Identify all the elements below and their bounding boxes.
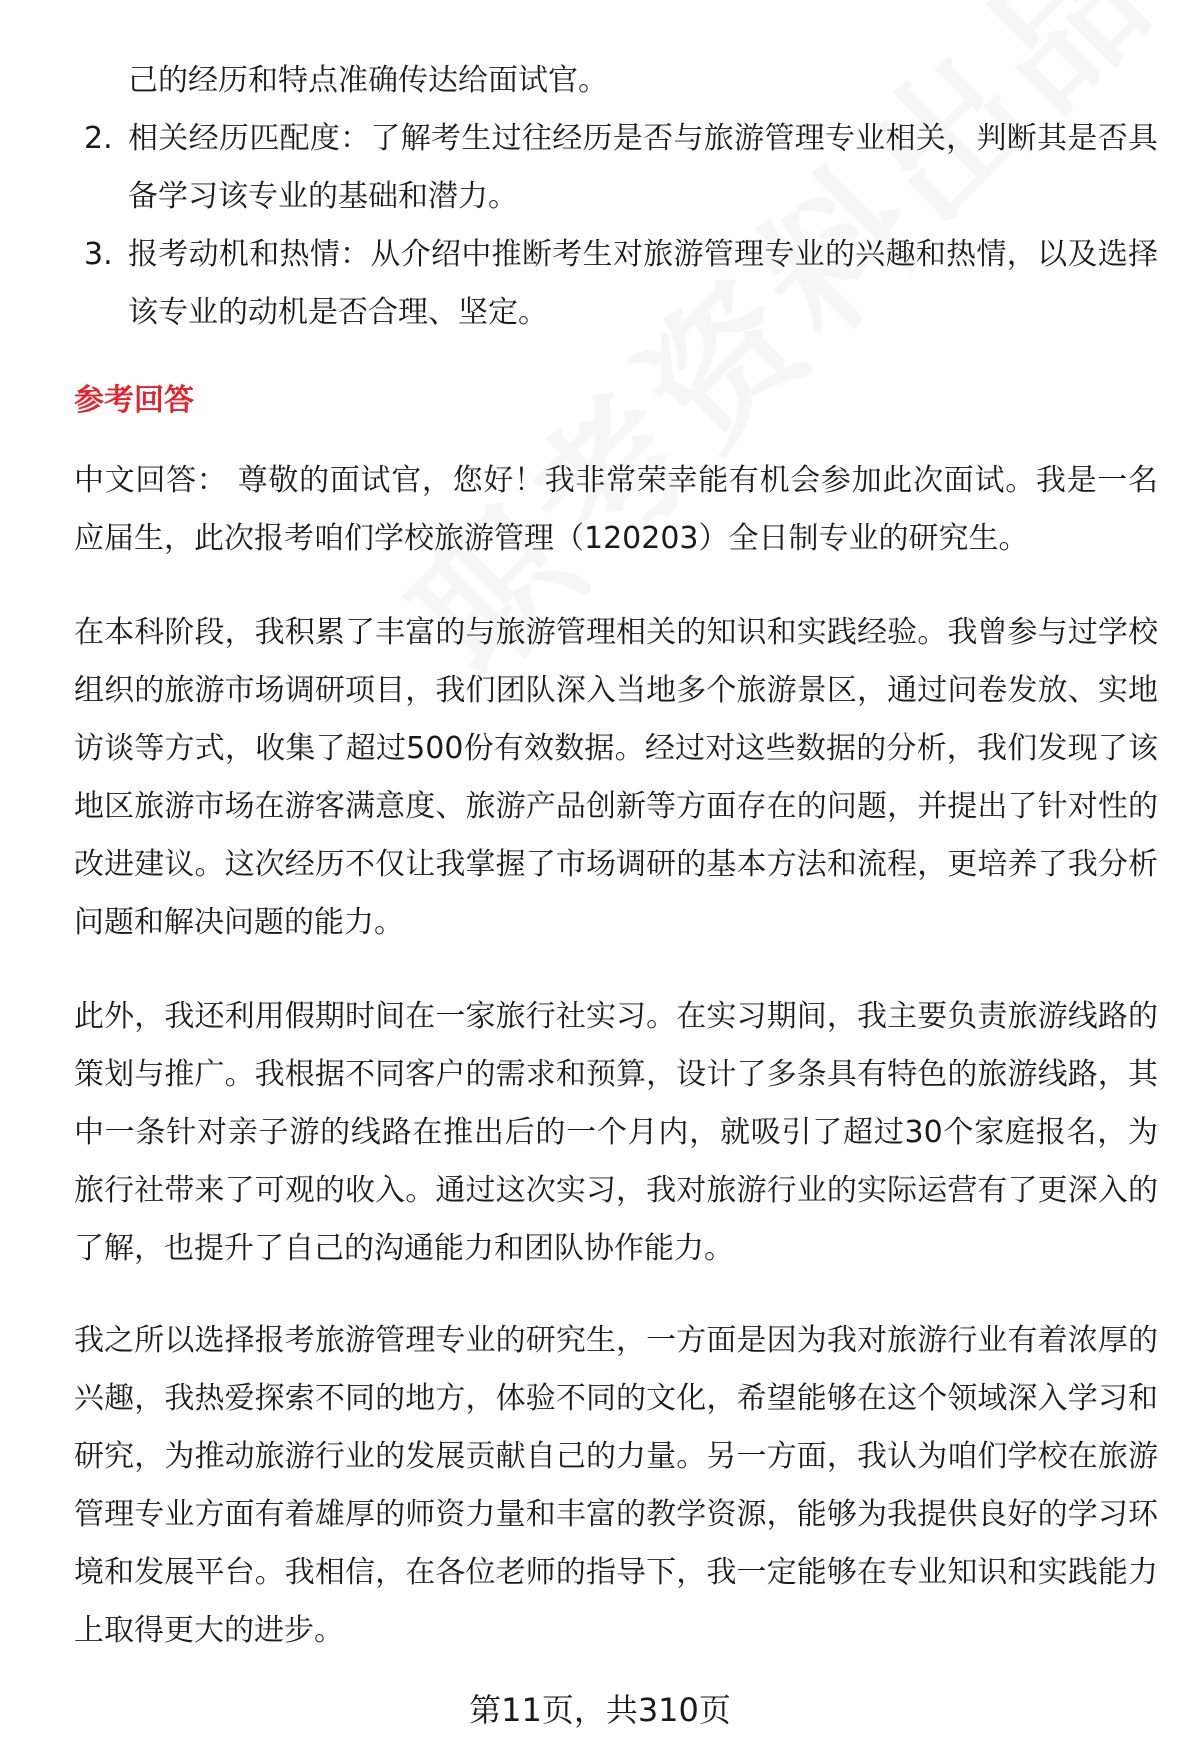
paragraph: 在本科阶段，我积累了丰富的与旅游管理相关的知识和实践经验。我曾参与过学校组织的旅游市场调研项目，我们团队深入当地多个旅游景区，通过问卷发放、实地访谈等方式，收集了超过500份有效数据。经过对这些数据的分析，我们发现了该地区旅游市场在游客满意度、旅游产品创新等方面存在的问题，并提出了针对性的改进建议。这次经历不仅让我掌握了市场调研的基本方法和流程，更培养了我分析问题和解决问题的能力。: [74, 615, 1158, 940]
paragraph: 此外，我还利用假期时间在一家旅行社实习。在实习期间，我主要负责旅游线路的策划与推广。我根据不同客户的需求和预算，设计了多条具有特色的旅游线路，其中一条针对亲子游的线路在推出后的一个月内，就吸引了超过30个家庭报名，为旅行社带来了可观的收入。通过这次实习，我对旅游行业的实际运营有了更深入的了解，也提升了自己的沟通能力和团队协作能力。: [74, 999, 1158, 1266]
list-item-number: 2.: [84, 121, 113, 156]
paragraph: 中文回答： 尊敬的面试官，您好！我非常荣幸能有机会参加此次面试。我是一名应届生，此次报考咱们学校旅游管理（120203）全日制专业的研究生。: [74, 463, 1158, 556]
criteria-list: [74, 110, 1158, 342]
continuation-text: 己的经历和特点准确传达给面试官。: [128, 63, 608, 98]
list-item: [74, 226, 1158, 342]
section-heading: 参考回答: [74, 383, 194, 418]
list-item-number: 3.: [84, 237, 113, 272]
list-item-text: 报考动机和热情：从介绍中推断考生对旅游管理专业的兴趣和热情，以及选择该专业的动机是否合理、坚定。: [128, 237, 1158, 330]
list-item: [74, 110, 1158, 226]
page-number: 第11页，共310页: [469, 1691, 731, 1729]
paragraph: 我之所以选择报考旅游管理专业的研究生，一方面是因为我对旅游行业有着浓厚的兴趣，我热爱探索不同的地方，体验不同的文化，希望能够在这个领域深入学习和研究，为推动旅游行业的发展贡献自己的力量。另一方面，我认为咱们学校在旅游管理专业方面有着雄厚的师资力量和丰富的教学资源，能够为我提供良好的学习环境和发展平台。我相信，在各位老师的指导下，我一定能够在专业知识和实践能力上取得更大的进步。: [74, 1323, 1158, 1648]
list-item-text: 相关经历匹配度：了解考生过往经历是否与旅游管理专业相关，判断其是否具备学习该专业的基础和潜力。: [128, 121, 1158, 214]
